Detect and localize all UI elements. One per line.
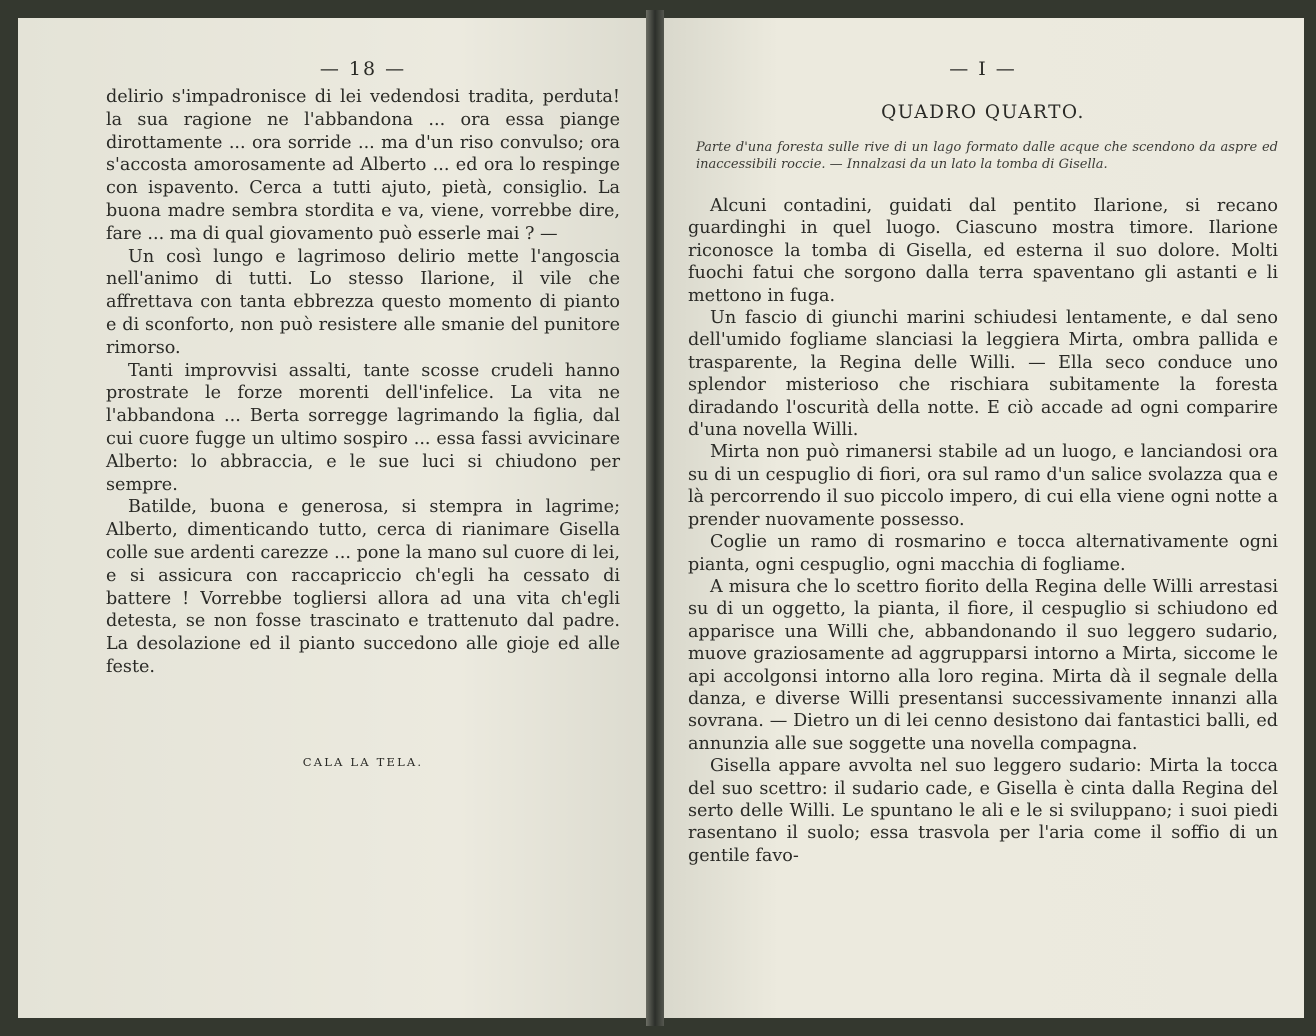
right-page: [664, 18, 1304, 1018]
paragraph: delirio s'impadronisce di lei vedendosi tradita, perduta! la sua ragione ne l'abbandona ... ora essa piange dirottamente ... ora sorride ... ma d'un riso convulso; ora s'accosta amorosamente ad Alberto ... ed ora lo respinge con ispavento. Cerca a tutti ajuto, pietà, consiglio. La buona madre sembra stordita e va, viene, vorrebbe dire, fare ... ma di qual giovamento può esserle mai ? —: [106, 87, 620, 244]
left-page-body: [106, 86, 620, 679]
closing-line: CALA LA TELA.: [302, 754, 424, 769]
section-heading: QUADRO QUARTO.: [881, 102, 1085, 123]
paragraph: A misura che lo scettro fiorito della Regina delle Willi arrestasi su di un oggetto, la pianta, il fiore, il cespuglio si schiudono ed apparisce una Willi che, abbandonando il suo leggero sudario, muove graziosamente ad aggrupparsi intorno a Mirta, siccome le api accolgonsi intorno alla loro regina. Mirta dà il segnale della danza, e diverse Willi presentansi successivamente innanzi alla sovrana. — Dietro un di lei cenno desistono dai fantastici balli, ed annunzia alle sue soggette una novella compagna.: [688, 576, 1278, 754]
paragraph: Batilde, buona e generosa, si stempra in lagrime; Alberto, dimenticando tutto, cerca di rianimare Gisella colle sue ardenti carezze ... pone la mano sul cuore di lei, e si assicura con raccapriccio ch'egli ha cessato di battere ! Vorrebbe togliersi allora ad una vita ch'egli detesta, se non fosse trascinato e trattenuto dal padre. La desolazione ed il pianto succedono alle gioje ed alle feste.: [106, 497, 620, 677]
book-gutter: [646, 10, 664, 1026]
stage-direction: Parte d'una foresta sulle rive di un lago formato dalle acque che scendono da aspre ed inaccessibili roccie. — Innalzasi da un lato la tomba di Gisella.: [696, 140, 1278, 172]
page-number: — I —: [949, 58, 1017, 80]
paragraph: Coglie un ramo di rosmarino e tocca alternativamente ogni pianta, ogni cespuglio, ogni macchia di fogliame.: [688, 532, 1278, 575]
paragraph: Tanti improvvisi assalti, tante scosse crudeli hanno prostrate le forze morenti dell'infelice. La vita ne l'abbandona ... Berta sorregge lagrimando la figlia, dal cui cuore fugge un ultimo sospiro ... essa fassi avvicinare Alberto: lo abbraccia, e le sue luci si chiudono per sempre.: [106, 360, 620, 495]
paragraph: Un così lungo e lagrimoso delirio mette l'angoscia nell'animo di tutti. Lo stesso Ilarione, il vile che affrettava con tanta ebbrezza questo momento di pianto e di sconforto, non può resistere alle smanie del punitore rimorso.: [106, 246, 620, 358]
paragraph: Mirta non può rimanersi stabile ad un luogo, e lanciandosi ora su di un cespuglio di fiori, ora sul ramo d'un salice svolazza qua e là percorrendo il suo piccolo impero, di cui ella viene ogni notte a prender nuovamente possesso.: [688, 442, 1278, 530]
right-page-body: [688, 195, 1278, 867]
paragraph: Un fascio di giunchi marini schiudesi lentamente, e dal seno dell'umido fogliame slanciasi la leggiera Mirta, ombra pallida e trasparente, la Regina delle Willi. — Ella seco conduce uno splendor misterioso che rischiara subitamente la foresta diradando l'oscurità della notte. E ciò accade ad ogni comparire d'una novella Willi.: [688, 308, 1278, 441]
paragraph: Alcuni contadini, guidati dal pentito Ilarione, si recano guardinghi in quel luogo. Ciascuno mostra timore. Ilarione riconosce la tomba di Gisella, ed esterna il suo dolore. Molti fuochi fatui che sorgono dalla terra spaventano gli astanti e li mettono in fuga.: [688, 196, 1278, 306]
page-number: — 18 —: [319, 58, 407, 80]
left-page: [18, 18, 646, 1018]
paragraph: Gisella appare avvolta nel suo leggero sudario: Mirta la tocca del suo scettro: il sudario cade, e Gisella è cinta dalla Regina del serto delle Willi. Le spuntano le ali e le si sviluppano; i suoi piedi rasentano il suolo; essa trasvola per l'aria come il soffio di un gentile favo-: [688, 756, 1278, 866]
